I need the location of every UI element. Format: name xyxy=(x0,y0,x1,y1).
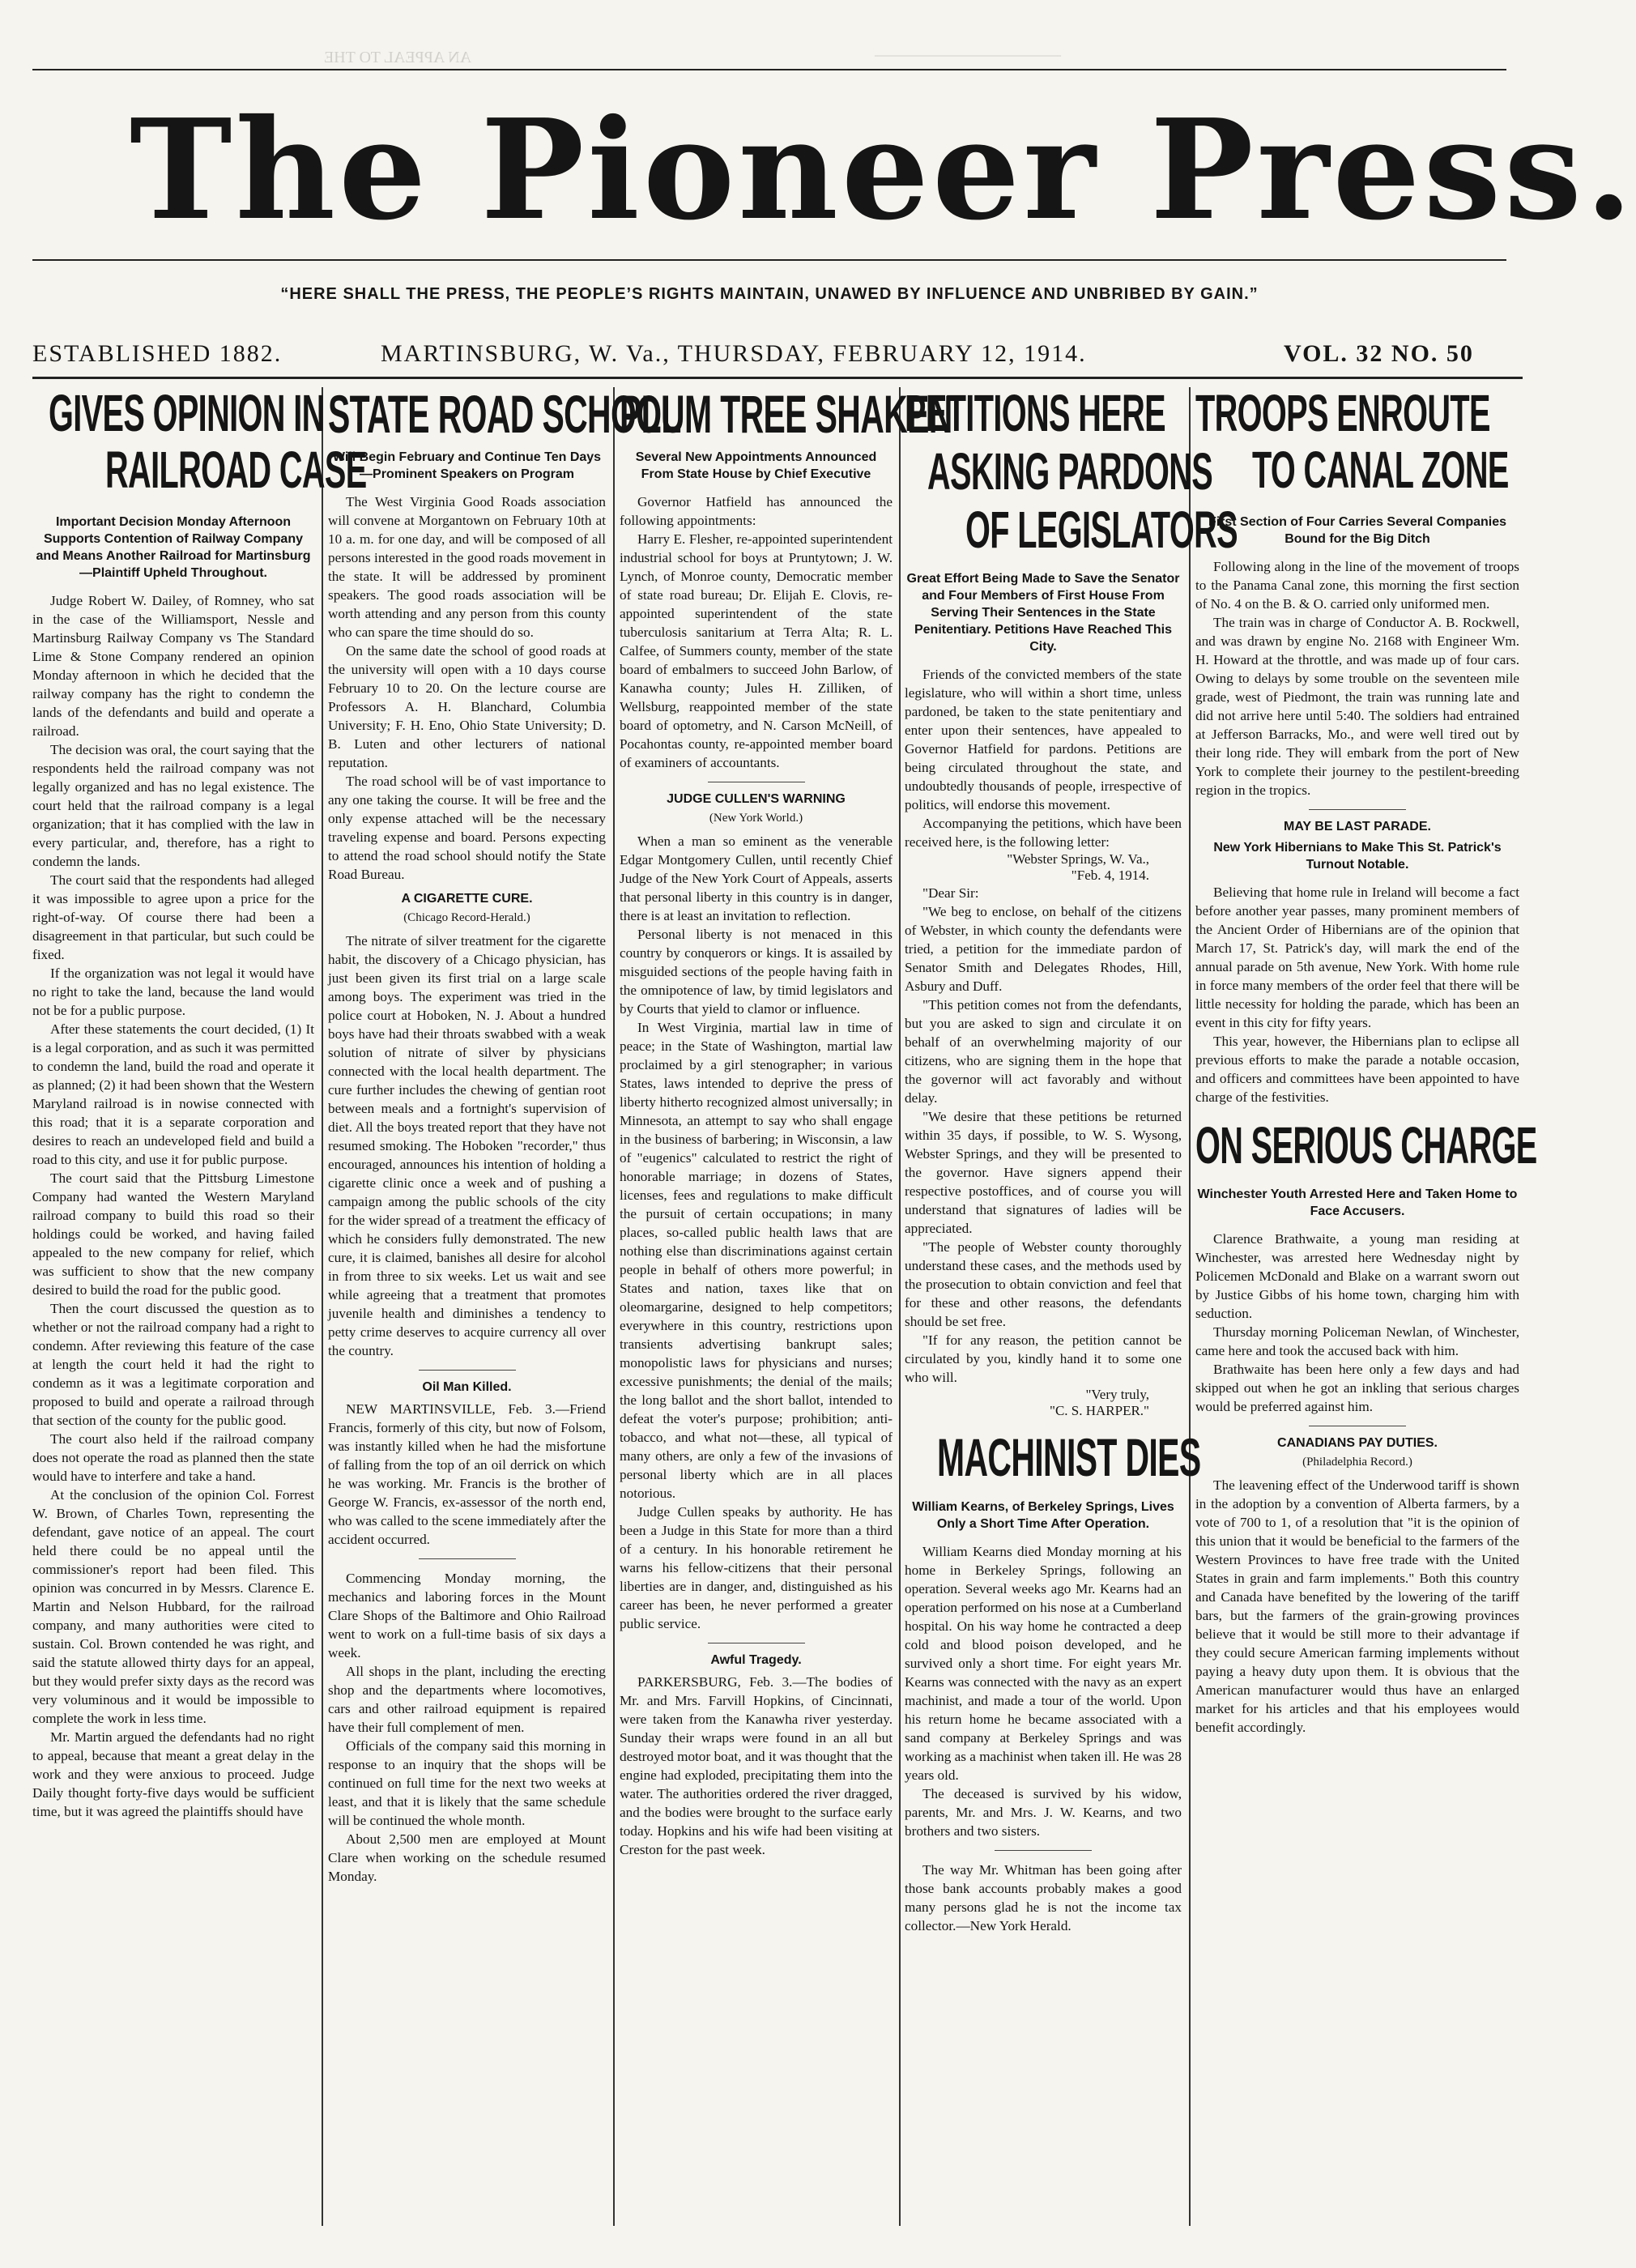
paragraph: Brathwaite has been here only a few days and had skipped out when he got an inkling that serious charges would be preferred against him. xyxy=(1195,1362,1519,1414)
headline-block xyxy=(1195,1116,1537,1181)
paragraph: In West Virginia, martial law in time of peace; in the State of Washington, martial law proclaimed by a girl stenographer; in various States, laws intended to deprive the press of liberty hitherto recognized almost universally; in Minnesota, an attempt to say who shall engage in the business of barbering; in Wisconsin, a law of "eugenics" calculated to restrict the right of honorable marriage; in dozens of States, licenses, fees and regulations to make difficult the pursuit of certain occupations; in many places, so-called public health laws that are nothing else than discriminations against certain people in behalf of others more powerful; in States and nation, taxes like that on oleomargarine, designed to help competitors; everywhere in this country, restrictions upon transients advertising bankrupt sales; monopolistic laws for physicians and nurses; excessive punishments; the denial of the mails; the long ballot and the short ballot, intended to defeat the voter's purpose; prohibition; anti-tobacco, and what not—these, all typical of many others, are only a few of the invasions of personal liberty which are in all places notorious. xyxy=(620,1020,893,1501)
letter-salutation: "Dear Sir: xyxy=(922,885,979,901)
paragraph: Commencing Monday morning, the mechanics and laboring forces in the Mount Clare Shops of the Baltimore and Ohio Railroad went to work on a full-time basis of six days a week. xyxy=(328,1571,606,1660)
paragraph: Thursday morning Policeman Newlan, of Winchester, came here and took the accused back with him. xyxy=(1195,1324,1519,1358)
column-rule xyxy=(1189,387,1191,2226)
dateline xyxy=(32,340,1523,373)
headline: GIVES OPINION IN xyxy=(49,384,325,442)
letter-signature: "C. S. HARPER." xyxy=(1050,1403,1149,1418)
paragraph: The West Virginia Good Roads association will convene at Morgantown on February 10th at 10 a. m. for one day, and will be composed of all persons interested in the good roads movement in the state. It will be addressed by prominent speakers. The good roads association will be worth attending and any person from this county who can spare the time should do so. xyxy=(328,494,606,640)
subheadline: Awful Tragedy. xyxy=(710,1653,802,1667)
show-through-bleed: AN APPEAL TO THE _______________________ xyxy=(324,40,1061,66)
paragraph: Believing that home rule in Ireland will become a fact before another year passes, many prominent members of the Ancient Order of Hibernians are of the opinion that March 17, St. Patrick's day, will mark the end of the annual parade on 5th avenue, New York. With home rule in force many members of the order feel that there will be little necessity for holding the parade, which has been an event in this city for fifty years. xyxy=(1195,885,1519,1030)
headline-block xyxy=(620,384,952,444)
paragraph: The decision was oral, the court saying that the respondents held the railroad company was not legally organized and has no legal existence. The court held that the railroad company is a legal organization; that it has complied with the law in every particular, and, therefore, has a right to condemn the lands. xyxy=(32,742,314,869)
column-rule xyxy=(899,387,901,2226)
paragraph: All shops in the plant, including the erecting shop and the departments where locomotives, cars and other railroad equipment is repaired have their full complement of men. xyxy=(328,1664,606,1735)
paragraph: NEW MARTINSVILLE, Feb. 3.—Friend Francis, formerly of this city, but now of Folsom, was instantly killed when he had the misfortune of falling from the top of an oil derrick on which he was working. Mr. Francis is the brother of George W. Francis, ex-assessor of the north end, who was called to the scene immediately after the accident occurred. xyxy=(328,1401,606,1547)
subheadline: JUDGE CULLEN'S WARNING xyxy=(667,792,846,806)
paragraph: The train was in charge of Conductor A. B. Rockwell, and was drawn by engine No. 2168 with Engineer Wm. H. Howard at the throttle, and was made up of four cars. Owing to delays by some trouble on the seventeen mile grade, west of Piedmont, the train was running late and did not arrive here until 5:40. The soldiers had entrained at Jefferson Barracks, Mo., and were well tired out by their long ride. They will embark from the port of New York to complete their journey to the pestilent-breeding region in the tropics. xyxy=(1195,615,1519,798)
masthead-title: The Pioneer Press. xyxy=(130,89,1636,251)
paragraph: When a man so eminent as the venerable Edgar Montgomery Cullen, until recently Chief Judge of the New York Court of Appeals, asserts that personal liberty in this country is in danger, there is at least an invitation to reflection. xyxy=(620,833,893,923)
paragraph: "We beg to enclose, on behalf of the citizens of Webster, in which county the defendants were tried, a petition for the immediate pardon of Senator Smith and Delegates Rhodes, Hill, Asbury and Duff. xyxy=(905,904,1182,994)
headline: PLUM TREE SHAKEN xyxy=(620,384,952,444)
article-deck: Great Effort Being Made to Save the Senator and Four Members of First House From Serving Their Sentences in the State Penitentiary. Petitions Have Reached This City. xyxy=(906,572,1180,654)
column-5 xyxy=(1195,384,1537,2226)
paragraph: The court also held if the railroad company does not operate the road as planned then the state would have to interfere and take a hand. xyxy=(32,1431,314,1484)
article-body xyxy=(905,665,1201,1935)
subheadline: CANADIANS PAY DUTIES. xyxy=(1277,1436,1438,1450)
article-deck: Important Decision Monday Afternoon Supports Contention of Railway Company and Means Another Railroad for Martinsburg—Plaintiff Upheld Throughout. xyxy=(36,515,311,580)
source-credit: (Philadelphia Record.) xyxy=(1302,1456,1412,1469)
headline: TO CANAL ZONE xyxy=(1252,441,1509,499)
paragraph: "We desire that these petitions be returned within 35 days, if possible, to W. S. Wysong, Webster Springs, and they will be presented to the governor. Have signers append their respective postoffices, and of course you will understand that signatures of ladies will be appreciated. xyxy=(905,1109,1182,1236)
paragraph: After these statements the court decided, (1) It is a legal corporation, and as such it was permitted to condemn the land, build the road and operate it as planned; (2) it had been shown that the Western Maryland railroad is in nowise connected with this road; that it is a separate corporation and desires to reach an undeveloped field and build a road to this city, and use it for public purpose. xyxy=(32,1021,314,1167)
sub-deck: New York Hibernians to Make This St. Patrick's Turnout Notable. xyxy=(1213,841,1502,872)
paragraph: The court said that the respondents had alleged it was impossible to agree upon a price for the right-of-way. Of course there had been a disagreement in that particular, but such could be fixed. xyxy=(32,872,314,962)
paragraph: Then the court discussed the question as to whether or not the railroad company had a right to condemn. After reviewing this feature of the case at length the court held it had the right to condemn as it was a legitimate corporation and proposed to build and operate a railroad through that section of the county for the public good. xyxy=(32,1301,314,1428)
paragraph: Governor Hatfield has announced the following appointments: xyxy=(620,494,893,528)
column-rule xyxy=(613,387,615,2226)
article-deck: William Kearns, of Berkeley Springs, Lives Only a Short Time After Operation. xyxy=(912,1500,1174,1531)
masthead-motto: “HERE SHALL THE PRESS, THE PEOPLE’S RIGHTS MAINTAIN, UNAWED BY INFLUENCE AND UNBRIBED BY GAIN.” xyxy=(280,285,1259,303)
column-2 xyxy=(328,384,681,2226)
paragraph: Mr. Martin argued the defendants had no right to appeal, because that meant a great delay in the work and they were anxious to proceed. Judge Daily thought forty-five days would be sufficient time, but it was agreed the plaintiffs should have xyxy=(32,1729,314,1819)
paragraph: On the same date the school of good roads at the university will open with a 10 days course February 10 to 20. On the lecture course are Professors A. H. Blanchard, Columbia University; F. H. Eno, Ohio State University; D. B. Luten and other lecturers of national reputation. xyxy=(328,643,606,770)
column-rule xyxy=(322,387,323,2226)
article-deck: Winchester Youth Arrested Here and Taken Home to Face Accusers. xyxy=(1197,1187,1518,1218)
headline-block xyxy=(905,1427,1201,1494)
letter-closing: "Very truly, xyxy=(1085,1387,1149,1402)
headline: PETITIONS HERE xyxy=(905,384,1166,442)
paragraph: Following along in the line of the movement of troops to the Panama Canal zone, this morning the first section of No. 4 on the B. & O. carried only uniformed men. xyxy=(1195,559,1519,612)
paragraph: Officials of the company said this morning in response to an inquiry that the shops will be continued on full time for the next two weeks at least, and that it is likely that the same schedule will be continued the whole month. xyxy=(328,1738,606,1828)
dateline-rule xyxy=(32,377,1523,379)
masthead-rule-top xyxy=(32,69,1506,70)
column-1 xyxy=(32,384,367,2226)
paragraph: The road school will be of vast importance to any one taking the course. It will be free and the only expense attached will be the necessary traveling expense and board. Persons expecting to attend the road school should notify the State Road Bureau. xyxy=(328,774,606,882)
article-body xyxy=(620,492,893,1859)
paragraph: The leavening effect of the Underwood tariff is shown in the adoption by a convention of Alberta farmers, by a vote of 700 to 1, of a resolution that "it is the opinion of this union that it would be beneficial to the farmers of the Western Provinces to have free trade with the United States in grain and farm implements." Both this country and Canada have benefited by the lowering of the tariff bars, but the farmers of the grain-growing provinces believe that it would be still more to their advantage if they could secure American farming implements without paying a heavy duty upon them. It is obvious that the American manufacturer would thus have an enlarged market for his articles and that his employees would benefit accordingly. xyxy=(1195,1477,1519,1735)
headline: MACHINIST DIES xyxy=(937,1427,1201,1487)
article-body xyxy=(32,591,314,1821)
article-deck: Several New Appointments Announced From State House by Chief Executive xyxy=(635,450,877,481)
headline: STATE ROAD SCHOOL xyxy=(328,384,681,444)
headline-block xyxy=(905,384,1238,565)
article-deck: First Section of Four Carries Several Companies Bound for the Big Ditch xyxy=(1208,515,1507,546)
subheadline: A CIGARETTE CURE. xyxy=(401,892,533,906)
divider xyxy=(419,1370,516,1371)
headline: ON SERIOUS CHARGE xyxy=(1195,1116,1537,1174)
headline: RAILROAD CASE xyxy=(105,441,367,499)
article-deck: Will Begin February and Continue Ten Days—Prominent Speakers on Program xyxy=(332,450,602,481)
paragraph: "The people of Webster county thoroughly understand these cases, and the methods used by the prosecution to obtain conviction and feel that for these and other reasons, the defendants should be set free. xyxy=(905,1239,1182,1329)
masthead-rule-bottom xyxy=(32,259,1506,261)
paragraph: Harry E. Flesher, re-appointed superintendent industrial school for boys at Pruntytown; J. W. Lynch, of Monroe county, Democratic member of state road bureau; Dr. Elijah E. Clovis, re-appointed superintendent of the state tuberculosis sanitarium at Terra Alta; R. L. Calfee, of Summers county, member of the state board of embalmers to succeed John Barlow, of Kanawha county; Jules H. Zilliken, of Wellsburg, reappointed member of the state board of optometry, and N. Carson McNeill, of Pocahontas county, re-appointed member board of examiners of accountants. xyxy=(620,531,893,770)
source-credit: (Chicago Record-Herald.) xyxy=(403,911,530,924)
paragraph: Accompanying the petitions, which have been received here, is the following letter: xyxy=(905,816,1182,850)
paragraph: Personal liberty is not menaced in this country by conquerors or kings. It is assailed by misguided sections of the people having faith in the omnipotence of law, by timid legislators and by Courts that yield to clamor or influence. xyxy=(620,927,893,1017)
paragraph: About 2,500 men are employed at Mount Clare when working on the schedule resumed Monday. xyxy=(328,1831,606,1884)
divider xyxy=(1309,809,1406,810)
divider xyxy=(419,1558,516,1559)
headline-block xyxy=(1195,384,1519,509)
paragraph: If the organization was not legal it would have no right to take the land, because the land would not be for a public purpose. xyxy=(32,966,314,1018)
paragraph: At the conclusion of the opinion Col. Forrest W. Brown, of Charles Town, representing the defendant, gave notice of an appeal. The court held there could be no appeal until the commissioner's report had been filed. This opinion was concurred in by Messrs. Clarence E. Martin and Nelson Hubbard, for the railroad company, and many authorities were cited to sustain. Col. Brown contended he was right, and said the statute allowed thirty days for an appeal, but they would prefer sixty days as the record was very voluminous and it would be impossible to complete the work in less time. xyxy=(32,1487,314,1726)
headline: OF LEGISLATORS xyxy=(965,501,1238,559)
volume-number: VOL. 32 NO. 50 xyxy=(1284,340,1474,367)
subheadline: MAY BE LAST PARADE. xyxy=(1284,820,1431,833)
paragraph: The nitrate of silver treatment for the cigarette habit, the discovery of a Chicago physician, has just been given its first trial on a large scale among boys. The experiment was tried in the police court at Hoboken, N. J. About a hundred boys have had their throats swabbed with a weak solution of nitrate of silver by physicians connected with the local health department. The cure further includes the chewing of gentian root between meals and a fortnight's supervision of diet. All the boys treated report that they have not resumed smoking. The Hoboken "recorder," thus encouraged, announces his intention of holding a cigarette clinic once a week and of pushing a campaign among the public schools of the city for the wider spread of a treatment the efficacy of which he considers fully demonstrated. The new cure, it is claimed, banishes all desire for alcohol in from three to six weeks. Let us wait and see while agreeing that a treatment that promotes juvenile health and diminishes a tendency to petty crime deserves to acquire currency all over the country. xyxy=(328,933,606,1358)
established-year: ESTABLISHED 1882. xyxy=(32,340,283,367)
paragraph: The way Mr. Whitman has been going after those bank accounts probably makes a good many persons glad he is not the income tax collector.—New York Herald. xyxy=(905,1862,1182,1933)
paragraph: Friends of the convicted members of the state legislature, who will within a short time, unless pardoned, be taken to the state penitentiary and enter upon their sentences, have appealed to Governor Hatfield for pardons. Petitions are being circulated throughout the state, and undoubtedly thousands of people, irrespective of politics, will endorse this movement. xyxy=(905,667,1182,812)
paragraph: The deceased is survived by his widow, parents, Mr. and Mrs. J. W. Kearns, and two brothers and two sisters. xyxy=(905,1786,1182,1839)
paragraph: "This petition comes not from the defendants, but you are asked to sign and circulate it on behalf of an overwhelming majority of our citizens, who are signing them in the hope that the governor will act favorably and without delay. xyxy=(905,997,1182,1106)
headline-block xyxy=(32,384,367,509)
paragraph: Judge Cullen speaks by authority. He has been a Judge in this State for more than a third of a century. In his honorable retirement he warns his fellow-citizens that their personal liberties are in danger, and, distinguished as his career has been, he never performed a greater public service. xyxy=(620,1504,893,1631)
headline: TROOPS ENROUTE xyxy=(1195,384,1490,442)
article-body xyxy=(328,492,606,1886)
source-credit: (New York World.) xyxy=(709,812,803,825)
paragraph: PARKERSBURG, Feb. 3.—The bodies of Mr. and Mrs. Farvill Hopkins, of Cincinnati, were taken from the Kanawha river yesterday. Sunday their wraps were found in an all but destroyed motor boat, and it was thought that the engine had exploded, precipitating them into the water. The authorities ordered the river dragged, and the bodies were brought to the surface early today. Hopkins and his wife had been visiting at Creston for the past week. xyxy=(620,1674,893,1857)
letter-place: "Webster Springs, W. Va., xyxy=(1007,851,1149,867)
headline: ASKING PARDONS xyxy=(927,442,1213,501)
place-and-date: MARTINSBURG, W. Va., THURSDAY, FEBRUARY 12, 1914. xyxy=(381,340,1087,367)
paragraph: Judge Robert W. Dailey, of Romney, who sat in the case of the Williamsport, Nessle and Martinsburg Railway Company vs The Standard Lime & Stone Company rendered an opinion Monday afternoon in which he decided that the railway company has the right to condemn the lands of the defendants and build and operate a railroad. xyxy=(32,593,314,739)
column-4 xyxy=(905,384,1238,2226)
paragraph: Clarence Brathwaite, a young man residing at Winchester, was arrested here Wednesday night by Policemen McDonald and Blake on a warrant sworn out by Justice Gibbs of his home town, charging him with seduction. xyxy=(1195,1231,1519,1321)
paragraph: "If for any reason, the petition cannot be circulated by you, kindly hand it to some one who will. xyxy=(905,1332,1182,1385)
paragraph: The court said that the Pittsburg Limestone Company had wanted the Western Maryland railroad company to build this road so their holdings could be worked, and having failed appealed to the new company for relief, which was sufficient to show that the new company desired to build the road for the public good. xyxy=(32,1170,314,1298)
paragraph: William Kearns died Monday morning at his home in Berkeley Springs, following an operation. Several weeks ago Mr. Kearns had an operation performed on his nose at a Cumberland hospital. On his way home he contracted a deep cold and blood poison developed, and he survived only a short time. For eight years Mr. Kearns was connected with the navy as an expert machinist, and made a tour of the world. Upon his return home he became associated with a sand company at Berkeley Springs and was working as a machinist when taken ill. He was 28 years old. xyxy=(905,1544,1182,1783)
article-body xyxy=(1195,557,1537,1737)
paragraph: This year, however, the Hibernians plan to eclipse all previous efforts to make the parade a notable occasion, and officers and committees have been appointed to have charge of the festivities. xyxy=(1195,1034,1519,1105)
headline-block xyxy=(328,384,681,444)
letter-date: "Feb. 4, 1914. xyxy=(1071,868,1149,883)
divider xyxy=(995,1850,1092,1851)
subheadline: Oil Man Killed. xyxy=(422,1380,512,1394)
